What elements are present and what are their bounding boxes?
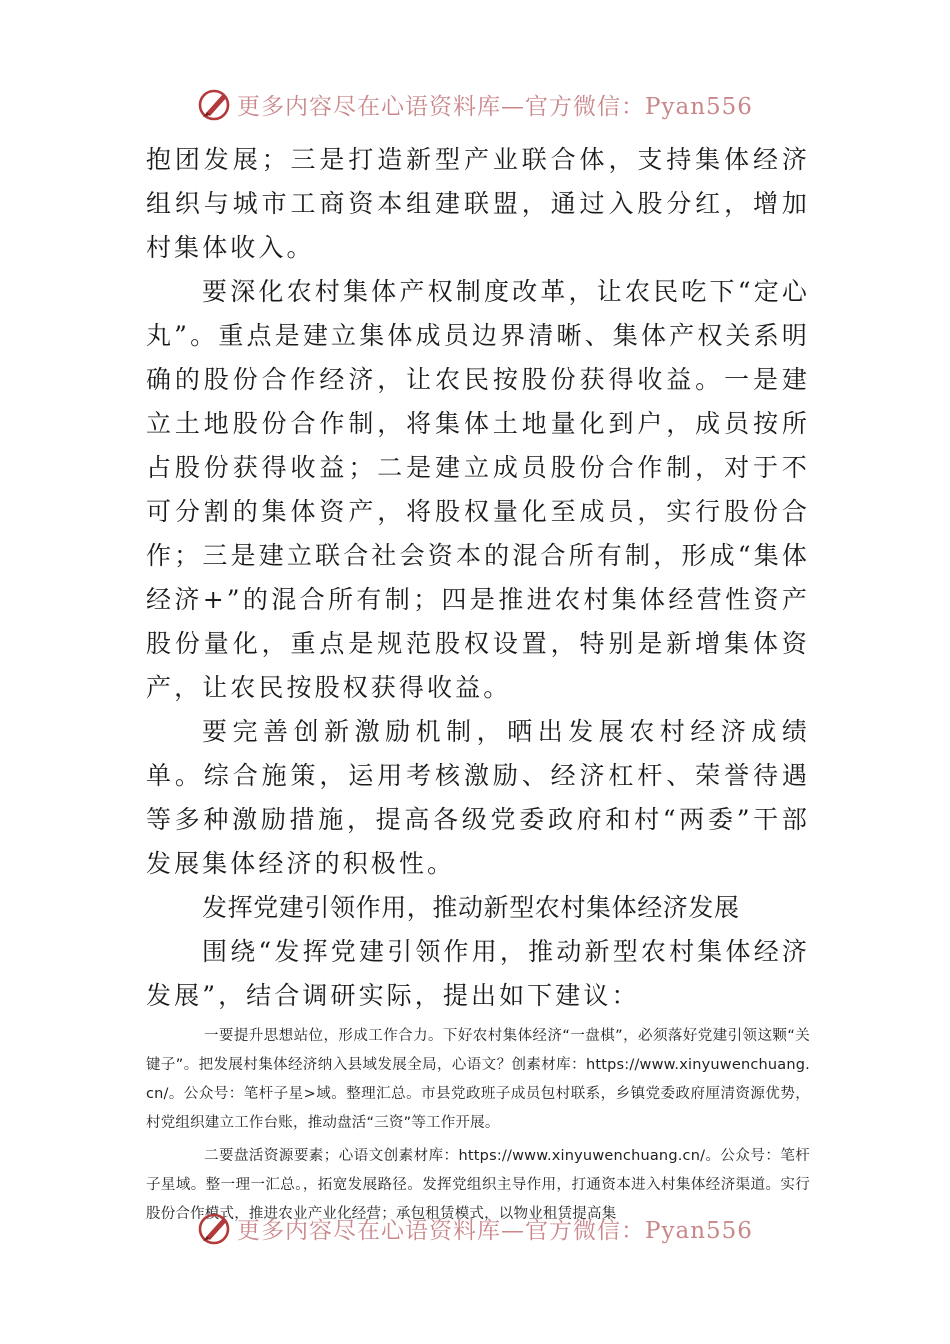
paragraph-suggestion-two: 二要盘活资源要素；心语文创素材库：https://www.xinyuwenchuang.cn/。公众号：笔杆子星域。整一理一汇总。，拓宽发展路径。发挥党组织主导作用，打通资本进入村集体经济渠道。实行股份合作模式，推进农业产业化经营；承包租赁模式，以物业租赁提高集 (146, 1148, 810, 1222)
section-heading: 发挥党建引领作用，推动新型农村集体经济发展 (202, 893, 740, 922)
paragraph-continuation: 抱团发展；三是打造新型产业联合体，支持集体经济组织与城市工商资本组建联盟，通过入股分红，增加村集体收入。 (146, 145, 810, 262)
pen-logo-icon (197, 1210, 233, 1246)
footer-banner (0, 1208, 950, 1248)
document-body (146, 138, 810, 1229)
header-banner (0, 84, 950, 124)
banner-text: 更多内容尽在心语资料库—官方微信：Pyan556 (237, 1217, 753, 1244)
paragraph-intro: 围绕“发挥党建引领作用，推动新型农村集体经济发展”，结合调研实际，提出如下建议： (146, 937, 810, 1010)
pen-logo-icon (197, 86, 233, 122)
paragraph-suggestion-one: 一要提升思想站位，形成工作合力。下好农村集体经济“一盘棋”，必须落好党建引领这颗“关键子”。把发展村集体经济纳入县域发展全局，心语文？创素材库：https://www.xinyuwenchuang.cn/。公众号：笔杆子星>域。整理汇总。市县党政班子成员包村联系，乡镇党委政府厘清资源优势，村党组织建立工作台账，推动盘活“三资”等工作开展。 (146, 1028, 810, 1131)
paragraph-property-reform: 要深化农村集体产权制度改革，让农民吃下“定心丸”。重点是建立集体成员边界清晰、集体产权关系明确的股份合作经济，让农民按股份获得收益。一是建立土地股份合作制，将集体土地量化到户，成员按所占股份获得收益；二是建立成员股份合作制，对于不可分割的集体资产，将股权量化至成员，实行股份合作；三是建立联合社会资本的混合所有制，形成“集体经济+”的混合所有制；四是推进农村集体经营性资产股份量化，重点是规范股权设置，特别是新增集体资产，让农民按股权获得收益。 (146, 277, 810, 702)
banner-text: 更多内容尽在心语资料库—官方微信：Pyan556 (237, 93, 753, 120)
paragraph-incentive: 要完善创新激励机制，晒出发展农村经济成绩单。综合施策，运用考核激励、经济杠杆、荣誉待遇等多种激励措施，提高各级党委政府和村“两委”干部发展集体经济的积极性。 (146, 717, 810, 878)
